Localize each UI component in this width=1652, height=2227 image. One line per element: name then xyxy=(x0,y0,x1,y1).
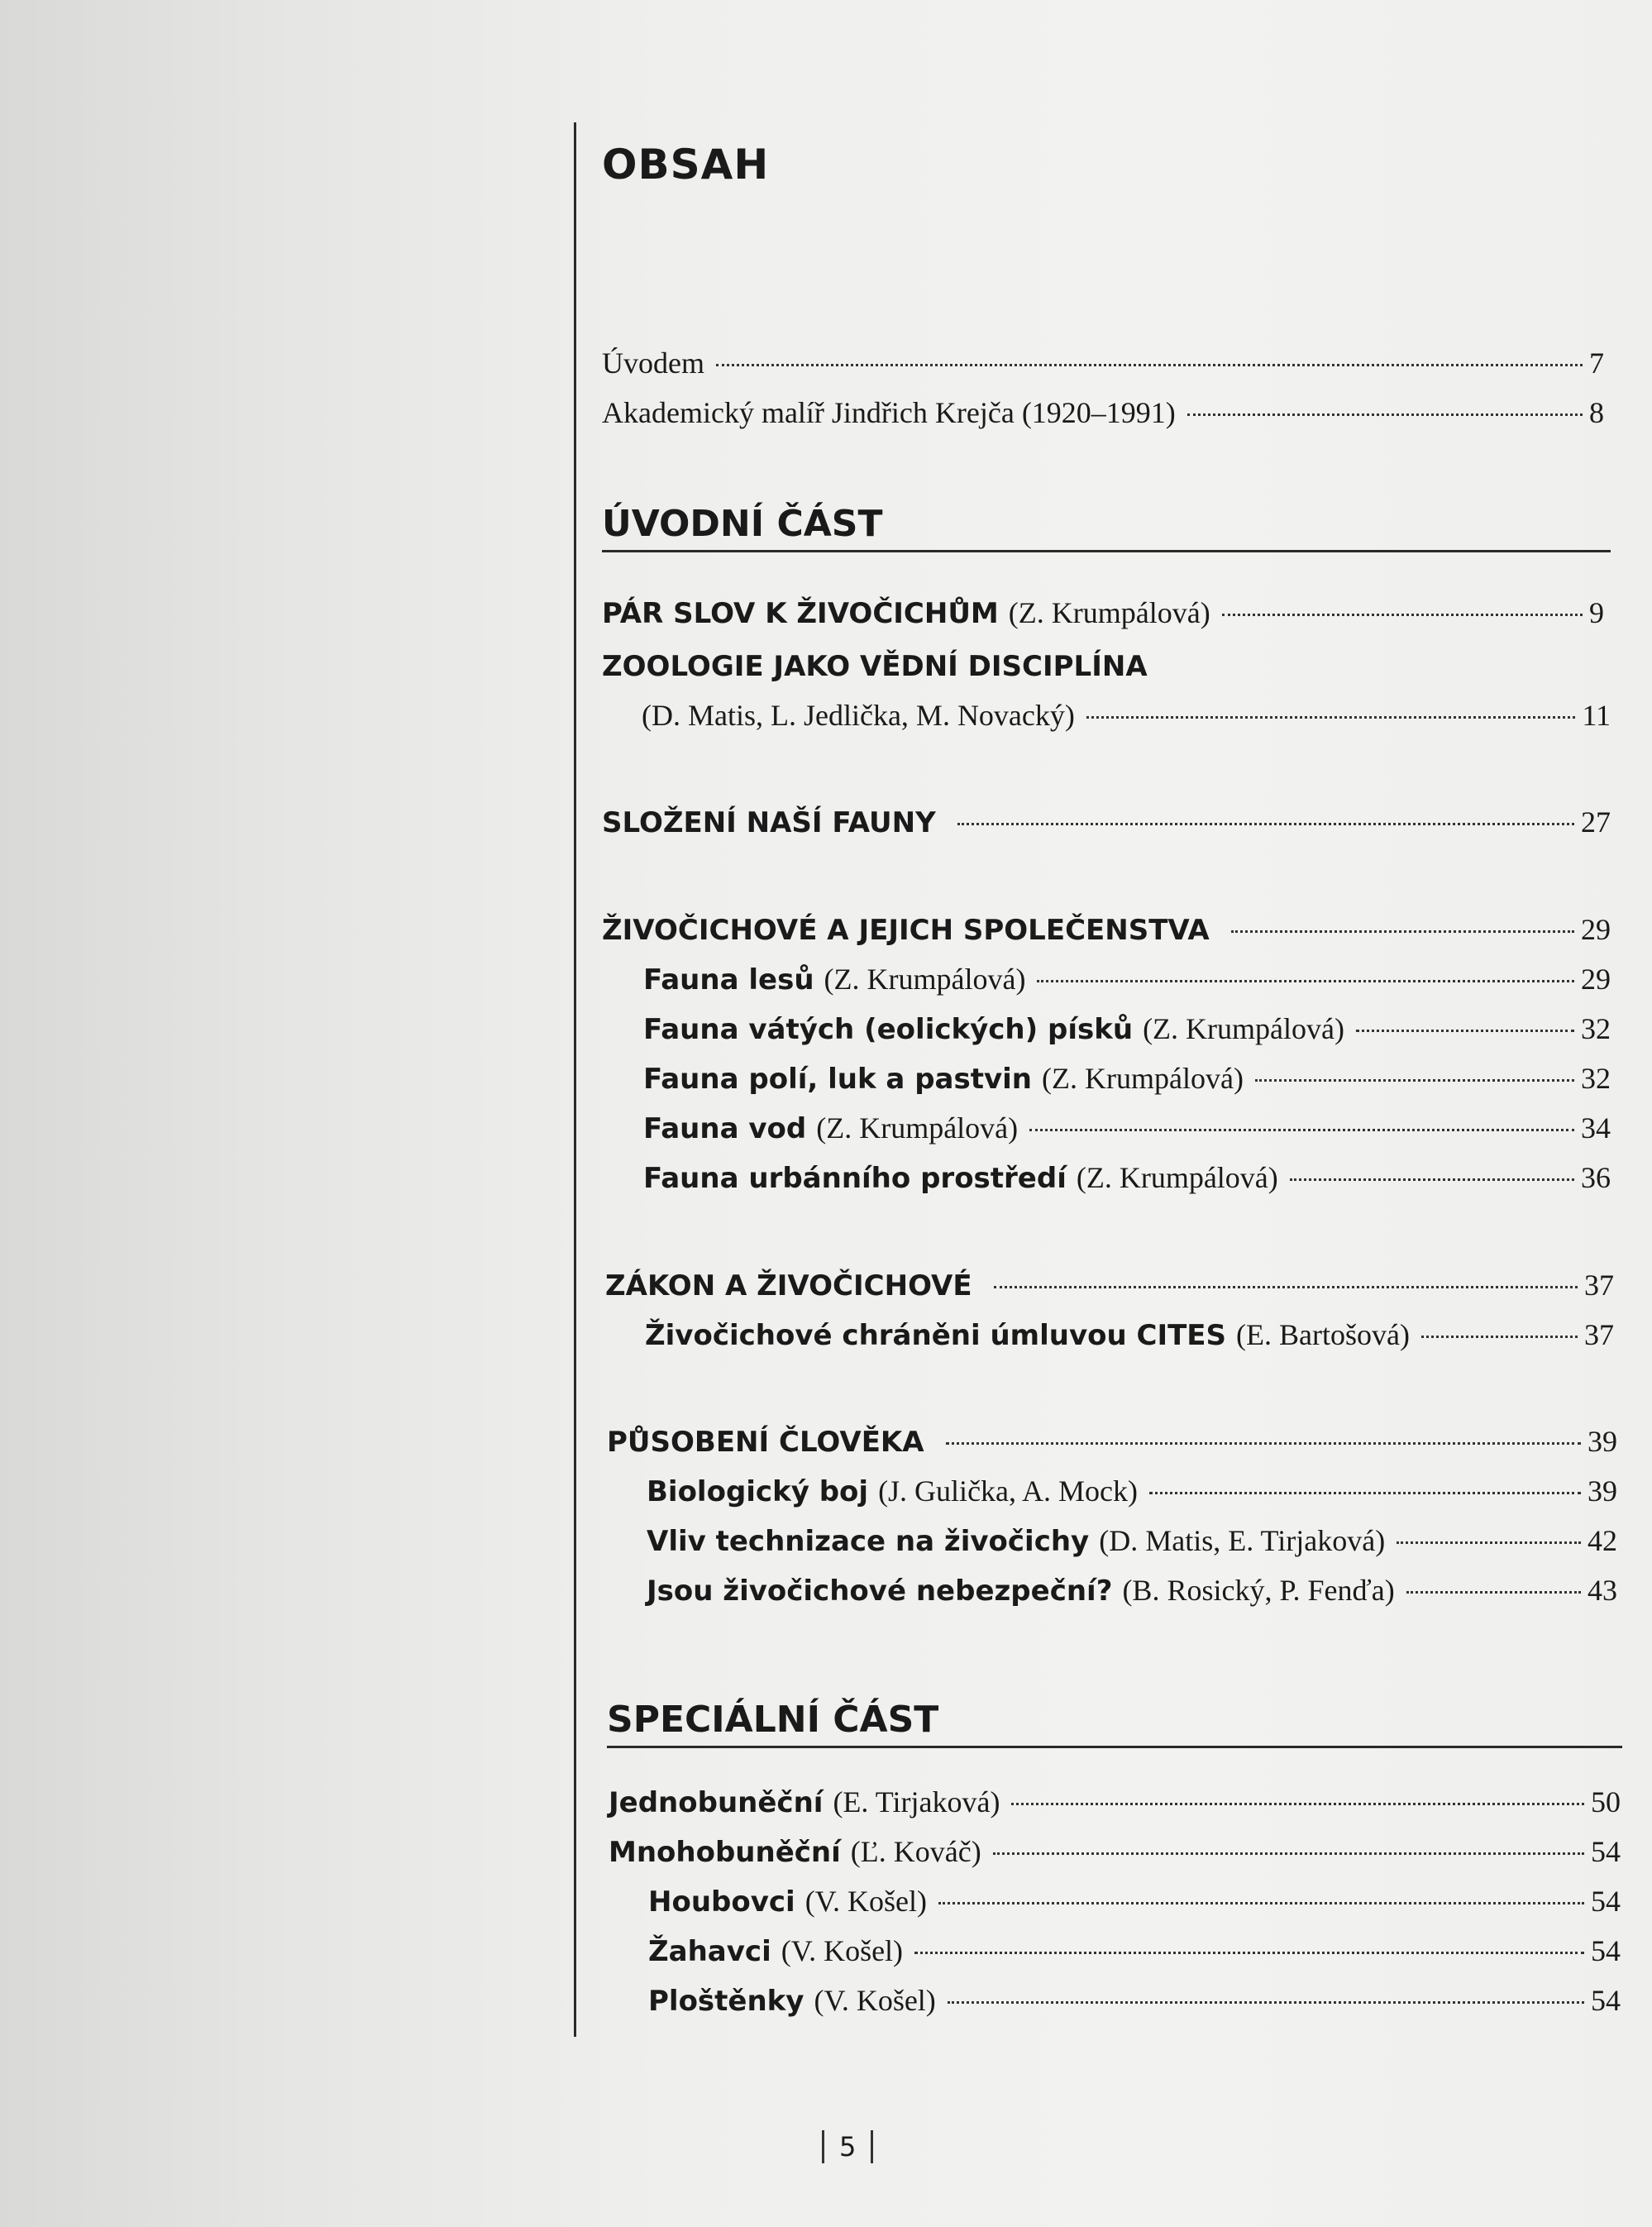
toc-entry-nebezpecni[interactable]: Jsou živočichové nebezpeční? (B. Rosický, P. Fenďa) 43 xyxy=(647,1574,1617,1608)
page-number: 50 xyxy=(1591,1785,1621,1818)
toc-entry-fauna-poli[interactable]: Fauna polí, luk a pastvin (Z. Krumpálová) 32 xyxy=(643,1062,1611,1096)
dot-leader xyxy=(1290,1178,1574,1181)
page-number: 29 xyxy=(1581,913,1611,946)
toc-entry-houbovci[interactable]: Houbovci (V. Košel) 54 xyxy=(648,1885,1621,1919)
dot-leader xyxy=(1011,1803,1584,1805)
dot-leader xyxy=(1255,1079,1574,1082)
dot-leader xyxy=(1222,614,1583,616)
dot-leader xyxy=(938,1902,1584,1904)
toc-entry-par-slov[interactable]: PÁR SLOV K ŽIVOČICHŮM (Z. Krumpálová) 9 xyxy=(602,596,1604,630)
toc-heading-zoologie[interactable]: ZOOLOGIE JAKO VĚDNÍ DISCIPLÍNA xyxy=(602,650,1148,683)
dot-leader xyxy=(948,2001,1584,2004)
page-number: 42 xyxy=(1588,1524,1617,1557)
toc-entry-plostenky[interactable]: Ploštěnky (V. Košel) 54 xyxy=(648,1984,1621,2018)
page-folio xyxy=(822,2130,873,2163)
toc-entry-biologicky-boj[interactable]: Biologický boj (J. Gulička, A. Mock) 39 xyxy=(647,1474,1617,1508)
page-number: 54 xyxy=(1591,1984,1621,2017)
dot-leader xyxy=(993,1852,1584,1855)
toc-entry-pusobeni-cloveka[interactable]: PŮSOBENÍ ČLOVĚKA 39 xyxy=(607,1425,1617,1459)
left-vertical-rule xyxy=(574,122,576,2037)
section-title: SPECIÁLNÍ ČÁST xyxy=(607,1699,939,1741)
page-number: 34 xyxy=(1581,1111,1611,1145)
page-number: 54 xyxy=(1591,1885,1621,1918)
dot-leader xyxy=(1187,413,1583,416)
toc-entry-fauna-urbanni[interactable]: Fauna urbánního prostředí (Z. Krumpálová) 36 xyxy=(643,1161,1611,1195)
toc-entry-fauna-vatych-pisku[interactable]: Fauna vátých (eolických) písků (Z. Krumpálová) 32 xyxy=(643,1012,1611,1046)
page-number: 37 xyxy=(1584,1318,1614,1351)
dot-leader xyxy=(1029,1129,1574,1131)
section-uvodni-cast xyxy=(602,503,1611,552)
page-number: 32 xyxy=(1581,1012,1611,1045)
dot-leader xyxy=(1397,1541,1581,1544)
toc-entry-krejca[interactable]: Akademický malíř Jindřich Krejča (1920–1991) 8 xyxy=(602,396,1604,429)
dot-leader xyxy=(716,364,1583,366)
folio-number: 5 xyxy=(839,2131,857,2162)
folio-bar-right xyxy=(871,2130,873,2163)
page-number: 43 xyxy=(1588,1574,1617,1607)
page-number: 27 xyxy=(1581,805,1611,839)
toc-entry-fauna-vod[interactable]: Fauna vod (Z. Krumpálová) 34 xyxy=(643,1111,1611,1145)
toc-entry-vliv-technizace[interactable]: Vliv technizace na živočichy (D. Matis, E. Tirjaková) 42 xyxy=(647,1524,1617,1558)
toc-entry-slozeni-fauny[interactable]: SLOŽENÍ NAŠÍ FAUNY 27 xyxy=(602,805,1611,839)
page-number: 8 xyxy=(1589,396,1604,429)
toc-entry-fauna-lesu[interactable]: Fauna lesů (Z. Krumpálová) 29 xyxy=(643,963,1611,996)
page-number: 54 xyxy=(1591,1934,1621,1967)
toc-entry-cites[interactable]: Živočichové chráněni úmluvou CITES (E. Bartošová) 37 xyxy=(645,1318,1614,1352)
section-rule xyxy=(607,1746,1622,1748)
page-number: 54 xyxy=(1591,1835,1621,1868)
toc-entry-zoologie-authors[interactable]: (D. Matis, L. Jedlička, M. Novacký) 11 xyxy=(642,699,1611,732)
page-number: 7 xyxy=(1589,346,1604,380)
page-number: 11 xyxy=(1582,699,1611,732)
toc-entry-uvodem[interactable]: Úvodem 7 xyxy=(602,346,1604,380)
toc-entry-zivocichove-spolecenstva[interactable]: ŽIVOČICHOVÉ A JEJICH SPOLEČENSTVA 29 xyxy=(602,913,1611,947)
dot-leader xyxy=(1086,716,1575,719)
dot-leader xyxy=(1406,1591,1581,1594)
toc-entry-mnohobunecni[interactable]: Mnohobuněční (Ľ. Kováč) 54 xyxy=(609,1835,1621,1869)
dot-leader xyxy=(1149,1492,1581,1494)
section-rule xyxy=(602,550,1611,552)
page-number: 32 xyxy=(1581,1062,1611,1095)
dot-leader xyxy=(914,1952,1584,1954)
page-number: 36 xyxy=(1581,1161,1611,1194)
page-number: 39 xyxy=(1588,1425,1617,1458)
dot-leader xyxy=(957,823,1574,825)
toc-entry-jednobunecni[interactable]: Jednobuněční (E. Tirjaková) 50 xyxy=(609,1785,1621,1819)
page-number: 39 xyxy=(1588,1474,1617,1508)
dot-leader xyxy=(1356,1030,1574,1032)
section-specialni-cast xyxy=(607,1699,1622,1748)
page-number: 37 xyxy=(1584,1269,1614,1302)
dot-leader xyxy=(1037,980,1574,982)
dot-leader xyxy=(1231,930,1574,933)
dot-leader xyxy=(946,1442,1581,1445)
dot-leader xyxy=(1421,1336,1578,1338)
page-number: 9 xyxy=(1589,596,1604,629)
section-title: ÚVODNÍ ČÁST xyxy=(602,503,883,545)
dot-leader xyxy=(994,1286,1578,1288)
page-number: 29 xyxy=(1581,963,1611,996)
page-title: OBSAH xyxy=(602,141,770,189)
folio-bar-left xyxy=(822,2130,824,2163)
toc-entry-zahavci[interactable]: Žahavci (V. Košel) 54 xyxy=(648,1934,1621,1968)
toc-entry-zakon[interactable]: ZÁKON A ŽIVOČICHOVÉ 37 xyxy=(605,1269,1614,1302)
